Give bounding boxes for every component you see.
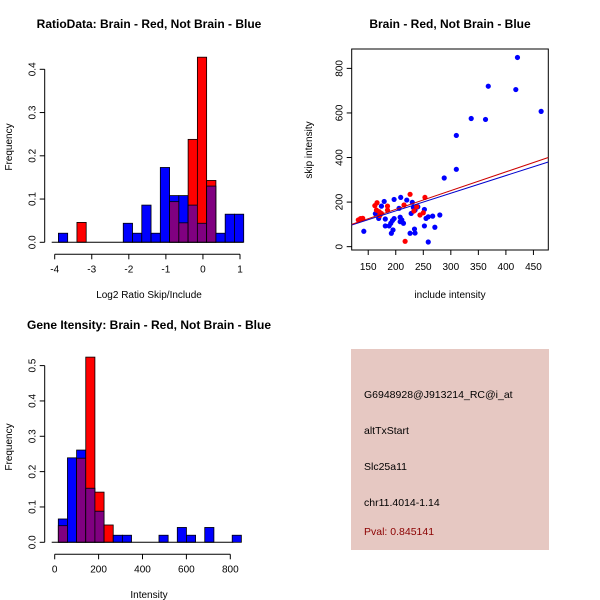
chart3-bar-blue: [113, 535, 122, 542]
chart2-y-tick-label: 600: [334, 104, 346, 122]
chart1-bar-overlap: [197, 223, 206, 242]
chart2-point-blue: [398, 219, 403, 224]
chart2-point-blue: [383, 216, 388, 221]
chart2-y-tick-label: 200: [334, 193, 346, 211]
chart2-title: Brain - Red, Not Brain - Blue: [369, 17, 531, 31]
chart2-point-blue: [432, 225, 437, 230]
chart3-x-tick-label: 0: [51, 564, 58, 576]
chart3-x-tick-label: 800: [221, 564, 239, 576]
chart2-point-blue: [407, 231, 412, 236]
info-panel: [351, 349, 549, 550]
chart2-point-blue: [382, 199, 387, 204]
chart3-bar-blue: [67, 458, 76, 542]
chart2-point-blue: [426, 214, 431, 219]
chart1-y-tick-label: 0.3: [27, 105, 39, 120]
chart2-fit-line-red: [352, 157, 549, 224]
chart1-bar-blue: [234, 214, 243, 242]
chart2-point-blue: [422, 223, 427, 228]
chart3-x-tick-label: 600: [178, 564, 195, 576]
probe-id: G6948928@J913214_RC@i_at: [364, 389, 513, 401]
chart2-point-blue: [437, 212, 442, 217]
chart3-bar-blue: [186, 535, 195, 542]
chart3-y-tick-label: 0.4: [27, 393, 39, 408]
chart2-point-blue: [454, 133, 459, 138]
chart3-bar-blue: [205, 527, 214, 542]
chart2-point-blue: [361, 229, 366, 234]
chart3-title: Gene Itensity: Brain - Red, Not Brain - Blue: [26, 318, 272, 332]
chart2-ylabel: skip intensity: [304, 121, 315, 179]
chart3-bar-red: [104, 525, 113, 542]
chart2-point-blue: [404, 197, 409, 202]
chart1-bar-overlap: [188, 205, 197, 242]
chart3-x-tick-label: 400: [134, 564, 151, 576]
chart2-point-blue: [379, 204, 384, 209]
chart2-point-blue: [515, 55, 520, 60]
chart1-bar-red: [77, 222, 86, 242]
pval: Pval: 0.845141: [364, 526, 435, 538]
chart1-xlabel: Log2 Ratio Skip/Include: [96, 290, 202, 301]
chart3-x-tick-label: 200: [90, 564, 107, 576]
chart2-point-blue: [442, 175, 447, 180]
chart3-bar-blue: [159, 535, 168, 542]
gene-name: Slc25a11: [364, 461, 408, 473]
chart1-bar-blue: [216, 233, 225, 242]
location: chr11.4014-1.14: [364, 497, 440, 509]
chart2-point-red: [421, 210, 426, 215]
chart1-bar-blue: [133, 233, 142, 242]
chart2-x-tick-label: 450: [525, 262, 542, 273]
chart1-x-tick-label: -3: [87, 264, 97, 276]
chart2-y-tick-label: 0: [334, 243, 346, 250]
chart3-y-tick-label: 0.1: [27, 500, 39, 514]
chart2-point-blue: [430, 214, 435, 219]
chart1-bar-overlap: [207, 186, 216, 242]
chart1-bar-blue: [58, 233, 67, 242]
chart3-ylabel: Frequency: [4, 423, 15, 471]
chart3-bar-blue: [122, 535, 131, 542]
chart1-bar-red: [197, 57, 206, 242]
chart1-y-tick-label: 0.1: [27, 192, 39, 207]
chart2-point-blue: [483, 117, 488, 122]
chart1-x-tick-label: -2: [124, 264, 134, 276]
chart3-bar-overlap: [58, 526, 67, 543]
chart2-point-red: [374, 200, 379, 205]
chart1-x-tick-label: -4: [50, 264, 60, 276]
chart3-bar-blue: [232, 535, 241, 542]
chart2-point-red: [407, 192, 412, 197]
chart2-x-tick-label: 150: [359, 262, 377, 273]
chart1-y-tick-label: 0.0: [27, 235, 39, 250]
chart2-point-blue: [392, 197, 397, 202]
chart3-y-tick-label: 0.5: [27, 358, 39, 373]
chart1-bar-overlap: [170, 202, 179, 243]
chart1-y-tick-label: 0.4: [27, 62, 39, 77]
chart1-ylabel: Frequency: [4, 123, 15, 171]
chart1-x-tick-label: 1: [237, 264, 243, 276]
chart2-y-tick-label: 800: [334, 60, 346, 77]
chart2-point-blue: [513, 87, 518, 92]
chart2-x-tick-label: 400: [497, 262, 515, 273]
chart2-xlabel: include intensity: [414, 290, 486, 301]
chart1-bar-blue: [123, 223, 132, 242]
chart2-point-blue: [426, 239, 431, 244]
chart3-y-tick-label: 0.3: [27, 429, 39, 444]
chart3-xlabel: Intensity: [130, 590, 168, 600]
chart2-x-tick-label: 250: [414, 262, 432, 273]
chart3-bar-blue: [177, 527, 186, 542]
chart2-plot-frame: [352, 49, 549, 250]
chart2-point-red: [403, 239, 408, 244]
chart2-point-blue: [412, 230, 417, 235]
chart2-x-tick-label: 300: [442, 262, 460, 273]
chart2-point-blue: [486, 84, 491, 89]
chart3-y-tick-label: 0.0: [27, 535, 39, 550]
chart1-x-tick-label: -1: [161, 264, 171, 276]
chart2-point-blue: [398, 195, 403, 200]
chart2-point-blue: [539, 109, 544, 114]
chart1-title: RatioData: Brain - Red, Not Brain - Blue: [36, 17, 262, 31]
chart3-bar-overlap: [95, 511, 104, 542]
chart3-y-tick-label: 0.2: [27, 464, 39, 479]
chart1-bar-overlap: [179, 223, 188, 242]
chart2-point-blue: [389, 231, 394, 236]
event-type: altTxStart: [364, 425, 409, 437]
chart1-bar-blue: [151, 233, 160, 242]
chart2-x-tick-label: 350: [470, 262, 487, 273]
chart1-bar-blue: [142, 205, 151, 242]
chart3-bar-overlap: [86, 488, 95, 542]
chart1-x-tick-label: 0: [200, 264, 206, 276]
chart2-x-tick-label: 200: [387, 262, 405, 273]
chart2-fit-line-blue: [352, 162, 549, 225]
chart2-y-tick-label: 400: [334, 149, 346, 166]
chart2-point-blue: [454, 167, 459, 172]
chart1-bar-blue: [225, 214, 234, 242]
chart2-point-blue: [469, 116, 474, 121]
chart1-bar-blue: [160, 167, 169, 242]
chart3-bar-overlap: [77, 458, 86, 542]
chart2-point-blue: [392, 216, 397, 221]
chart1-y-tick-label: 0.2: [27, 148, 39, 163]
